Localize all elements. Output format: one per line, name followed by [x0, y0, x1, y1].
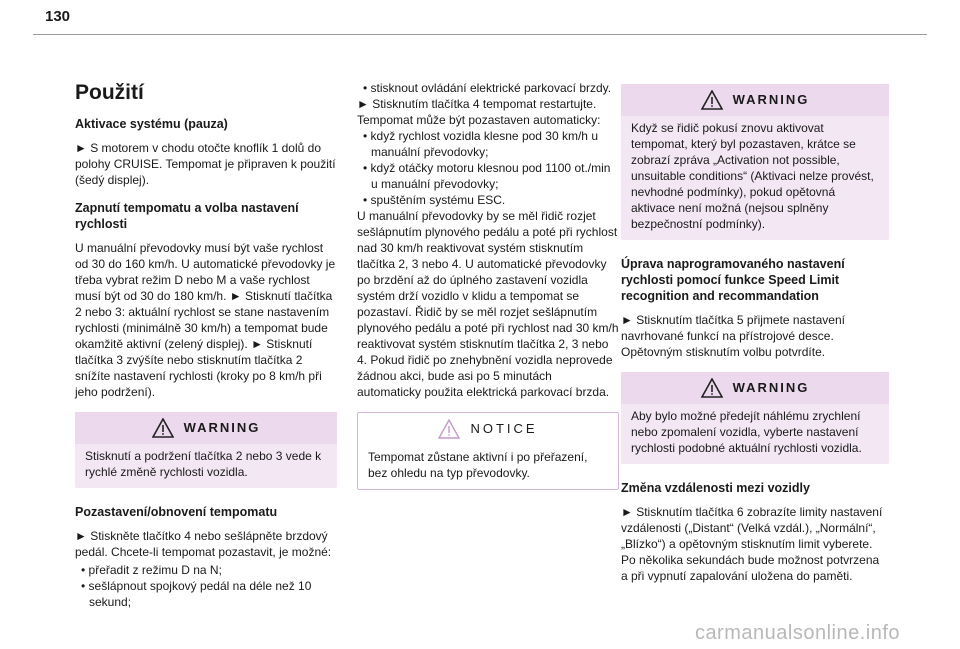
- section-title: Použití: [75, 81, 144, 104]
- paragraph-pause: ► S motorem v chodu otočte knoflík 1 dolů do polohy CRUISE. Tempomat je připraven k použití (šedý displej).: [75, 141, 336, 187]
- warning-title: WARNING: [732, 380, 810, 395]
- warning-text: Stisknutí a podržení tlačítka 2 nebo 3 vede k rychlé změně rychlosti vozidla.: [85, 449, 322, 479]
- heading-suspend: Pozastavení/obnovení tempomatu: [75, 505, 278, 519]
- column-3: [621, 80, 889, 596]
- heading-modify: Úprava naprogramovaného nastavení rychlosti pomocí funkce Speed Limit recognition and recommandation: [621, 257, 845, 303]
- paragraph-restart: ► Stisknutím tlačítka 4 tempomat restartujte. Tempomat může být pozastaven automaticky:: [357, 97, 601, 127]
- watermark: carmanualsonline.info: [694, 622, 900, 644]
- notice-header: [358, 413, 618, 445]
- warning-triangle-icon: [701, 378, 723, 398]
- warning-text: Aby bylo možné předejít náhlému zrychlení nebo zpomalení vozidla, vyberte nastavení rychlosti podobné aktuální rychlosti vozidla.: [631, 409, 862, 455]
- list-item: • když rychlost vozidla klesne pod 30 km/h u manuální převodovky;: [357, 128, 619, 160]
- warning-title: WARNING: [183, 420, 261, 435]
- list-item: • spuštěním systému ESC.: [357, 192, 619, 208]
- notice-text: Tempomat zůstane aktivní i po přeřazení, bez ohledu na typ převodovky.: [368, 450, 588, 480]
- paragraph-distance: ► Stisknutím tlačítka 6 zobrazíte limity nastavení vzdálenosti („Distant“ (Velká vzdál.), „Normální“, „Blízko“) a opětovným stisknutím limit vyberete. Po několika sekundách bude možnost potvrzena a při vypnutí zapalování uložena do paměti.: [621, 505, 883, 583]
- list-item: • když otáčky motoru klesnou pod 1100 ot./min u manuální převodovky;: [357, 160, 619, 192]
- paragraph-transmission: U manuální převodovky by se měl řidič rozjet sešlápnutím plynového pedálu a poté při rychlost nad 30 km/h reaktivovat systém stisknutím tlačítka 2, 3 nebo 4. U automatické převodovky po brzdění až do úplného zastavení vozidla systém drží vozidlo v klidu a tempomat se pozastaví. Řidič by se měl rozjet sešlápnutím plynového pedálu a poté při rychlost nad 30 km/h reaktivovat systém stisknutím tlačítka 2, 3 nebo 4. Pokud řidič po znehybnění vozidla neprovede žádnou akci, bude asi po 5 minutách automaticky použita elektrická parkovací brzda.: [357, 209, 619, 399]
- notice-title: NOTICE: [470, 421, 538, 436]
- warning-triangle-icon: [701, 90, 723, 110]
- column-1: [75, 80, 337, 610]
- warning-box: [621, 84, 889, 240]
- heading-distance: Změna vzdálenosti mezi vozidly: [621, 481, 810, 495]
- header-divider: [33, 34, 927, 35]
- page-number: 130: [45, 8, 71, 25]
- warning-triangle-icon: [152, 418, 174, 438]
- list-item: • přeřadit z režimu D na N;: [75, 562, 337, 578]
- paragraph-suspend: ► Stiskněte tlačítko 4 nebo sešlápněte brzdový pedál. Chcete-li tempomat pozastavit, je možné:: [75, 529, 332, 559]
- warning-header: [621, 372, 889, 404]
- list-item: • stisknout ovládání elektrické parkovací brzdy.: [357, 80, 619, 96]
- notice-triangle-icon: [438, 419, 460, 439]
- column-2: [357, 80, 619, 506]
- heading-activation: Zapnutí tempomatu a volba nastavení rychlosti: [75, 201, 299, 231]
- warning-title: WARNING: [732, 92, 810, 107]
- warning-box: [621, 372, 889, 464]
- paragraph-activation: U manuální převodovky musí být vaše rychlost od 30 do 160 km/h. U automatické převodovky je třeba vybrat režim D nebo M a vaše rychlost musí být od 30 do 180 km/h. ► Stisknutí tlačítka 2 nebo 3: aktuální rychlost se stane nastavením rychlosti (minimálně 30 km/h) a tempomat bude okamžitě aktivní (zelený displej). ► Stisknutí tlačítka 3 zvýšíte nebo stisknutím tlačítka 2 snížíte nastavení rychlosti (kroky po 8 km/h při jeho podržení).: [75, 241, 336, 399]
- list-item: • sešlápnout spojkový pedál na déle než 10 sekund;: [75, 578, 337, 610]
- warning-header: [75, 412, 337, 444]
- notice-box: [357, 412, 619, 490]
- heading-pause: Aktivace systému (pauza): [75, 117, 228, 131]
- warning-text: Když se řidič pokusí znovu aktivovat tempomat, který byl pozastaven, krátce se zobrazí zpráva „Activation not possible, unsuitable conditions“ (Aktivaci nelze provést, nevhodné podmínky), pokud opětovná aktivace není možná (nejsou splněny bezpečnostní podmínky).: [631, 121, 874, 231]
- warning-box: [75, 412, 337, 488]
- paragraph-modify: ► Stisknutím tlačítka 5 přijmete nastavení navrhované funkcí na přístrojové desce. Opětovným stisknutím volbu potvrdíte.: [621, 313, 845, 359]
- warning-header: [621, 84, 889, 116]
